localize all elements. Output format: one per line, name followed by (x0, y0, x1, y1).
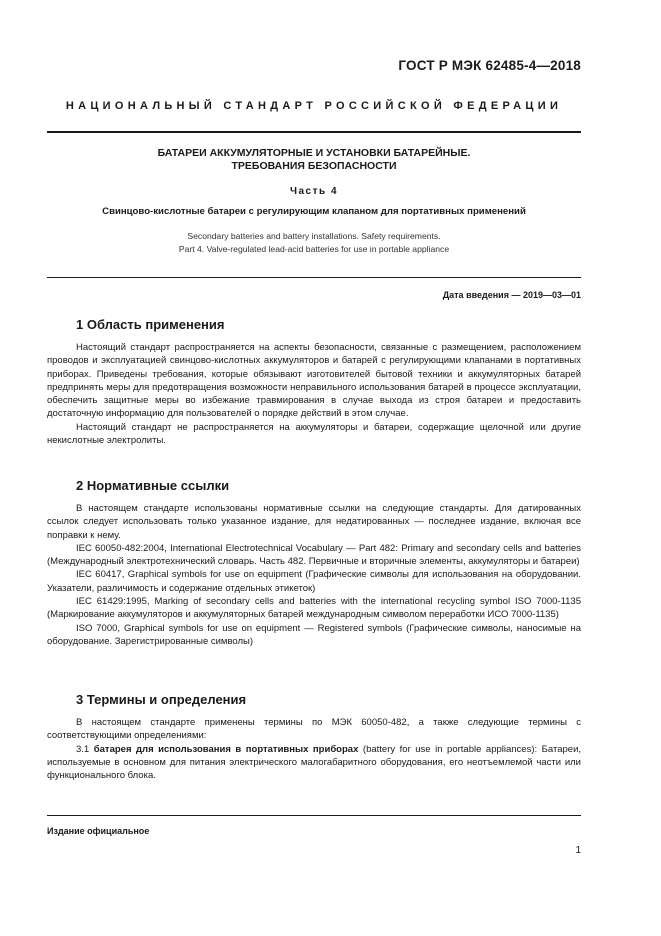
section-3-body (47, 716, 581, 782)
english-title (47, 230, 581, 256)
term-definition: (battery for use in portable appliances): Батареи, используемые в основном для питания электрического малогабаритного оборудования, его неотъемлемой части или функционального блока. (47, 743, 582, 782)
official-edition-label: Издание официальное (47, 826, 150, 836)
footer-divider (47, 815, 581, 816)
english-title-line-1: Secondary batteries and battery installations. Safety requirements. (187, 231, 441, 241)
document-subtitle: Свинцово-кислотные батареи с регулирующим клапаном для портативных применений (102, 206, 526, 217)
gost-number: ГОСТ Р МЭК 62485-4—2018 (398, 58, 581, 73)
national-standard-banner: НАЦИОНАЛЬНЫЙ СТАНДАРТ РОССИЙСКОЙ ФЕДЕРАЦИИ (65, 100, 563, 112)
term-3-1 (47, 743, 581, 783)
section-1-heading: 1 Область применения (76, 317, 225, 332)
section-2-heading: 2 Нормативные ссылки (76, 478, 230, 493)
term-name: батарея для использования в портативных приборах (93, 743, 359, 755)
reference-iec-60417: IEC 60417, Graphical symbols for use on equipment (Графические символы для использования на оборудовании. Указатели, различимость и содержание отдельных этикеток) (47, 569, 581, 594)
section-1-body (47, 341, 581, 447)
reference-iec-61429: IEC 61429:1995, Marking of secondary cells and batteries with the international recycling symbol ISO 7000-1135 (Маркирование аккумуляторов и аккумуляторных батарей международным символом переработки ИСО 7000-1135) (47, 596, 581, 621)
english-title-line-2: Part 4. Valve-regulated lead-acid batteries for use in portable appliance (178, 244, 450, 254)
section-1-paragraph-2: Настоящий стандарт не распространяется на аккумуляторы и батареи, содержащие щелочной или другие некислотные электролиты. (47, 421, 581, 447)
section-2-body (47, 502, 581, 648)
title-line-1: БАТАРЕИ АККУМУЛЯТОРНЫЕ И УСТАНОВКИ БАТАРЕЙНЫЕ. (157, 147, 471, 159)
title-line-2: ТРЕБОВАНИЯ БЕЗОПАСНОСТИ (231, 160, 397, 172)
header-divider (47, 131, 581, 133)
document-title (47, 147, 581, 173)
part-label: Часть 4 (289, 186, 339, 197)
page-number: 1 (575, 845, 581, 856)
term-number: 3.1 (76, 743, 90, 755)
section-3-paragraph-1: В настоящем стандарте применены термины по МЭК 60050-482, а также следующие термины с соответствующими определениями: (47, 717, 581, 742)
intro-date: Дата введения — 2019—03—01 (442, 290, 581, 300)
reference-iec-60050: IEC 60050-482:2004, International Electrotechnical Vocabulary — Part 482: Primary and secondary cells and batteries (Международный электротехнический словарь. Часть 482. Первичные и вторичные элементы, аккумуляторы и батареи) (47, 542, 581, 568)
section-1-paragraph-1: Настоящий стандарт распространяется на аспекты безопасности, связанные с размещением, расположением проводов и эксплуатацией свинцово-кислотных аккумуляторов и батарей с регулирующими клапанами в портативных приборах. Приведены требования, которые обязывают изготовителей бытовой техники и аккумуляторных батарей предпринять меры для предотвращения возможности неправильного использования батарей в процессе эксплуатации, обеспечить защитные меры во избежание травмирования в случае выхода из строя батареи и предоставить достаточную информацию для пользователей о порядке действий в этом случае. (47, 342, 581, 420)
title-divider (47, 277, 581, 278)
section-3-heading: 3 Термины и определения (76, 692, 247, 707)
section-2-paragraph-1: В настоящем стандарте использованы нормативные ссылки на следующие стандарты. Для датированных ссылок следует использовать только указанное издание, для недатированных — последнее издание, включая все поправки к нему. (47, 503, 581, 541)
reference-iso-7000: ISO 7000, Graphical symbols for use on equipment — Registered symbols (Графические символы, наносимые на оборудование. Зарегистрированные символы) (47, 622, 581, 647)
